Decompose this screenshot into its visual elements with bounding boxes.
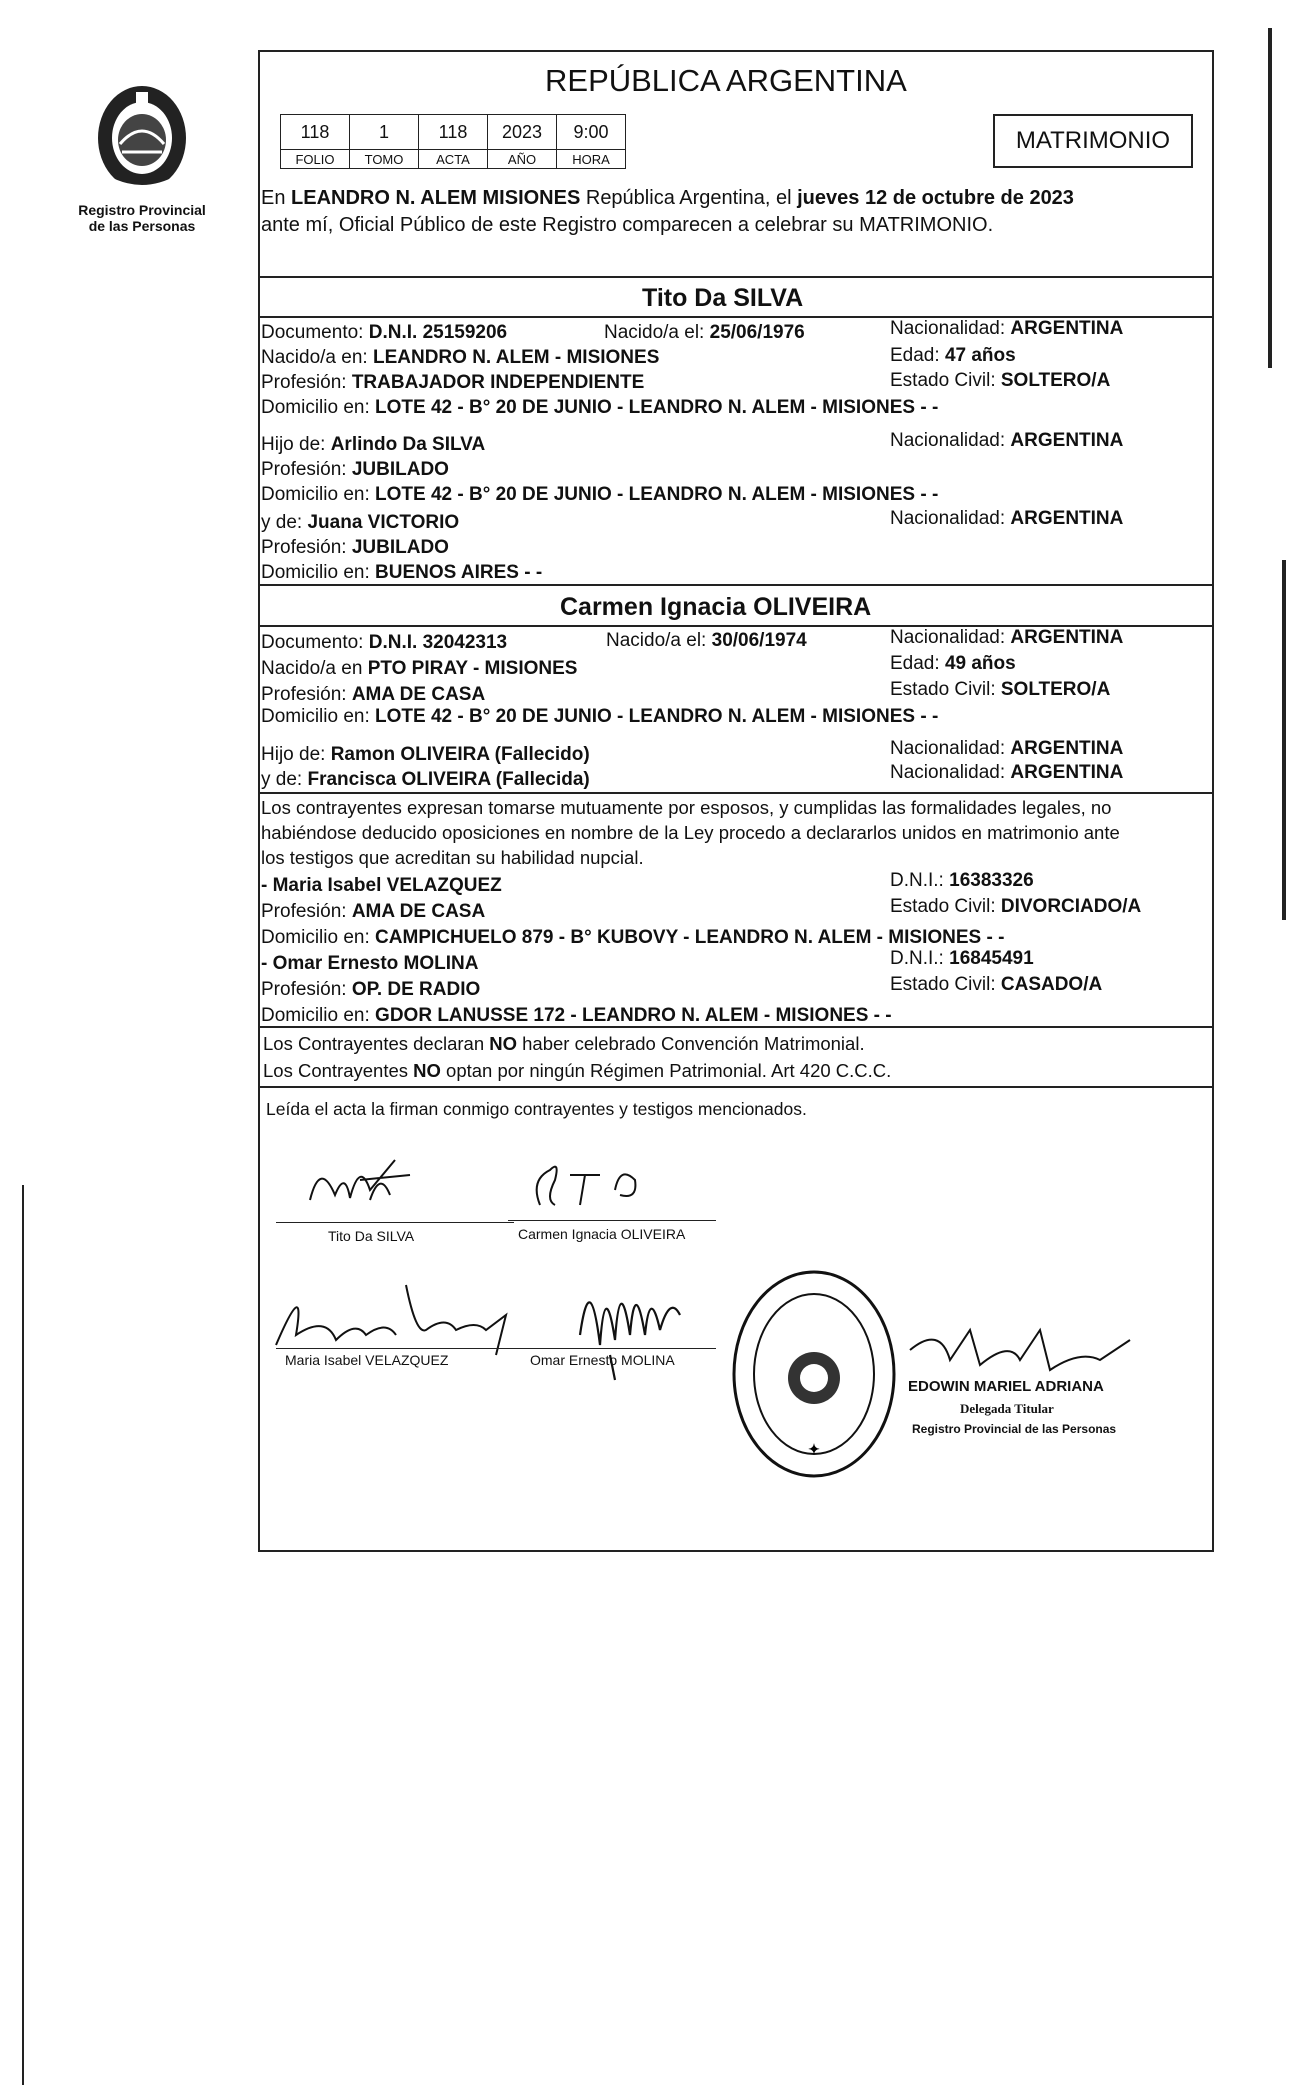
witness1-profession: Profesión: AMA DE CASA xyxy=(261,901,486,922)
intro-line2: ante mí, Oficial Público de este Registro comparecen a celebrar su MATRIMONIO. xyxy=(261,214,994,236)
spouse2-nationality: Nacionalidad: ARGENTINA xyxy=(890,627,1124,648)
regime-line1: Los Contrayentes declaran NO haber celebrado Convención Matrimonial. xyxy=(263,1033,865,1054)
divider xyxy=(258,1026,1214,1028)
witness2-dni: D.N.I.: 16845491 xyxy=(890,948,1034,969)
act-type-box xyxy=(993,114,1193,168)
signature-name-maria: Maria Isabel VELAZQUEZ xyxy=(285,1352,449,1368)
declaration-line3: los testigos que acreditan su habilidad nupcial. xyxy=(261,847,644,868)
scan-edge-line xyxy=(22,1185,24,2085)
official-stamp-icon xyxy=(726,1264,902,1484)
spouse2-father-nationality: Nacionalidad: ARGENTINA xyxy=(890,738,1124,759)
scan-edge-line xyxy=(1282,560,1286,920)
divider xyxy=(258,1086,1214,1088)
anio-value: 2023 xyxy=(488,115,557,150)
spouse2-profession: Profesión: AMA DE CASA xyxy=(261,684,486,705)
act-type-label: MATRIMONIO xyxy=(1015,127,1171,154)
witness1-dni: D.N.I.: 16383326 xyxy=(890,870,1034,891)
spouse1-address: Domicilio en: LOTE 42 - B° 20 DE JUNIO - LEANDRO N. ALEM - MISIONES - - xyxy=(261,397,939,418)
hora-value: 9:00 xyxy=(557,115,626,150)
closing-statement: Leída el acta la firman conmigo contrayentes y testigos mencionados. xyxy=(266,1099,807,1119)
spouse2-address: Domicilio en: LOTE 42 - B° 20 DE JUNIO - LEANDRO N. ALEM - MISIONES - - xyxy=(261,706,939,727)
spouse2-civil-status: Estado Civil: SOLTERO/A xyxy=(890,679,1111,700)
declaration-line1: Los contrayentes expresan tomarse mutuamente por esposos, y cumplidas las formalidades legales, no xyxy=(261,797,1112,818)
spouse1-father-profession: Profesión: JUBILADO xyxy=(261,459,449,480)
anio-label: AÑO xyxy=(488,150,557,169)
spouse1-birthplace: Nacido/a en: LEANDRO N. ALEM - MISIONES xyxy=(261,347,660,368)
spouse2-mother-nationality: Nacionalidad: ARGENTINA xyxy=(890,762,1124,783)
witness2-name: - Omar Ernesto MOLINA xyxy=(261,953,479,974)
spouse1-profession: Profesión: TRABAJADOR INDEPENDIENTE xyxy=(261,372,645,393)
spouse1-age: Edad: 47 años xyxy=(890,345,1016,366)
spouse1-mother-address: Domicilio en: BUENOS AIRES - - xyxy=(261,562,543,583)
spouse1-document: Documento: D.N.I. 25159206 xyxy=(261,322,508,343)
handwritten-signature-carmen xyxy=(520,1150,650,1220)
spouse1-father: Hijo de: Arlindo Da SILVA xyxy=(261,434,486,455)
witness2-civil-status: Estado Civil: CASADO/A xyxy=(890,974,1103,995)
spouse1-civil-status: Estado Civil: SOLTERO/A xyxy=(890,370,1111,391)
signature-line xyxy=(276,1222,514,1223)
country-title: REPÚBLICA ARGENTINA xyxy=(545,63,907,98)
svg-text:✦: ✦ xyxy=(808,1441,820,1457)
spouse1-mother: y de: Juana VICTORIO xyxy=(261,512,460,533)
folio-value: 118 xyxy=(281,115,350,150)
spouse2-birthplace: Nacido/a en PTO PIRAY - MISIONES xyxy=(261,658,578,679)
official-title: Delegada Titular xyxy=(960,1401,1054,1416)
spouse2-name: Carmen Ignacia OLIVEIRA xyxy=(560,593,872,621)
divider xyxy=(258,792,1214,794)
witness1-address: Domicilio en: CAMPICHUELO 879 - B° KUBOVY - LEANDRO N. ALEM - MISIONES - - xyxy=(261,927,1005,948)
official-name: EDOWIN MARIEL ADRIANA xyxy=(908,1378,1104,1395)
divider xyxy=(258,276,1214,278)
signature-name-carmen: Carmen Ignacia OLIVEIRA xyxy=(518,1226,686,1242)
witness2-address: Domicilio en: GDOR LANUSSE 172 - LEANDRO N. ALEM - MISIONES - - xyxy=(261,1005,892,1026)
declaration-line2: habiéndose deducido oposiciones en nombre de la Ley procedo a declararlos unidos en matrimonio ante xyxy=(261,822,1120,843)
signature-name-tito: Tito Da SILVA xyxy=(328,1228,415,1244)
spouse1-mother-nationality: Nacionalidad: ARGENTINA xyxy=(890,508,1124,529)
spouse1-name: Tito Da SILVA xyxy=(642,284,804,312)
intro-line1: En LEANDRO N. ALEM MISIONES República Argentina, el jueves 12 de octubre de 2023 xyxy=(261,187,1074,209)
spouse2-father: Hijo de: Ramon OLIVEIRA (Fallecido) xyxy=(261,744,590,765)
acta-value: 118 xyxy=(419,115,488,150)
tomo-label: TOMO xyxy=(350,150,419,169)
signature-line xyxy=(276,1348,716,1349)
spouse1-birthdate: Nacido/a el: 25/06/1976 xyxy=(604,322,805,343)
witness1-name: - Maria Isabel VELAZQUEZ xyxy=(261,875,502,896)
provincial-seal-icon xyxy=(86,78,198,198)
official-org: Registro Provincial de las Personas xyxy=(912,1422,1117,1436)
handwritten-signature-tito xyxy=(300,1140,420,1220)
scan-edge-line xyxy=(1268,28,1272,368)
registry-table xyxy=(280,114,626,169)
spouse2-mother: y de: Francisca OLIVEIRA (Fallecida) xyxy=(261,769,590,790)
acta-label: ACTA xyxy=(419,150,488,169)
issuer-block xyxy=(72,78,212,234)
folio-label: FOLIO xyxy=(281,150,350,169)
signature-line xyxy=(508,1220,716,1221)
hora-label: HORA xyxy=(557,150,626,169)
issuer-name-line1: Registro Provincial xyxy=(78,202,206,218)
spouse2-age: Edad: 49 años xyxy=(890,653,1016,674)
issuer-name-line2: de las Personas xyxy=(88,218,196,234)
witness1-civil-status: Estado Civil: DIVORCIADO/A xyxy=(890,896,1142,917)
spouse2-birthdate: Nacido/a el: 30/06/1974 xyxy=(606,630,807,651)
tomo-value: 1 xyxy=(350,115,419,150)
divider xyxy=(258,584,1214,586)
signature-name-omar: Omar Ernesto MOLINA xyxy=(530,1352,675,1368)
witness2-profession: Profesión: OP. DE RADIO xyxy=(261,979,481,1000)
regime-line2: Los Contrayentes NO optan por ningún Régimen Patrimonial. Art 420 C.C.C. xyxy=(263,1060,892,1081)
spouse1-mother-profession: Profesión: JUBILADO xyxy=(261,537,449,558)
spouse2-document: Documento: D.N.I. 32042313 xyxy=(261,632,508,653)
spouse1-father-address: Domicilio en: LOTE 42 - B° 20 DE JUNIO - LEANDRO N. ALEM - MISIONES - - xyxy=(261,484,939,505)
spouse1-nationality: Nacionalidad: ARGENTINA xyxy=(890,318,1124,339)
spouse1-father-nationality: Nacionalidad: ARGENTINA xyxy=(890,430,1124,451)
